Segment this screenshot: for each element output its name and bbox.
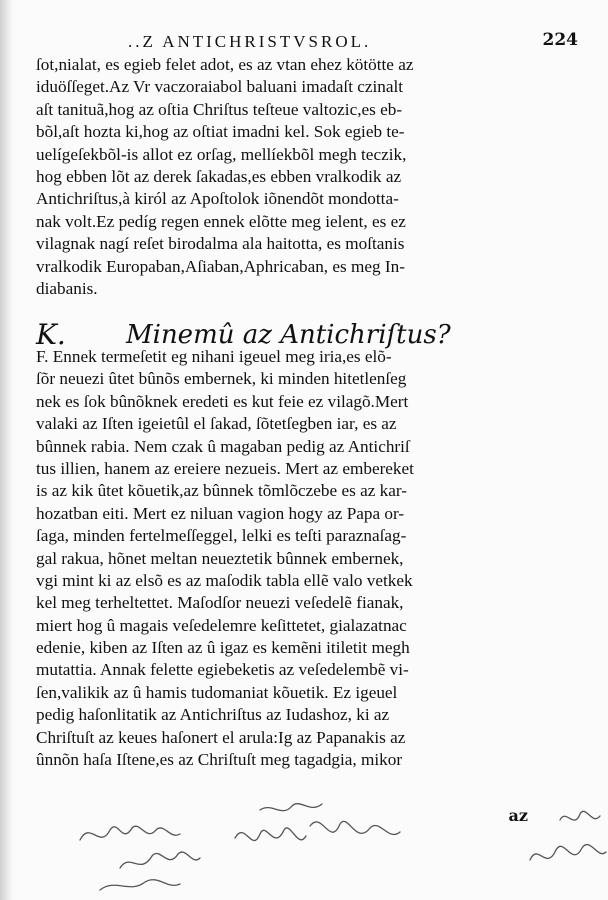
heading-title: Minemû az Antichriſtus? bbox=[126, 320, 451, 350]
text-line: edenie, kiben az Iſten az û igaz es kemẽni itiletit megh bbox=[36, 638, 410, 658]
text-line: nak volt.Ez pedíg regen ennek elõtte meg ielent, es ez bbox=[36, 211, 406, 231]
text-line: ſen,valikik az û hamis tudomaniat kõuetik. Ez igeuel bbox=[36, 682, 398, 702]
text-line: valaki az Iſten igeietûl el ſakad, ſõtetſegben iar, es az bbox=[36, 414, 397, 434]
text-line: ſot,nialat, es egieb felet adot, es az vtan ehez kötötte az bbox=[36, 55, 414, 74]
text-line: hog ebben lõt az derek ſakadas,es ebben vralkodik az bbox=[36, 166, 402, 186]
text-line: hozatban eiti. Mert ez niluan vagion hogy az Papa or- bbox=[36, 503, 405, 523]
text-line: vgi mint ki az elsõ es az maſodik tabla ellẽ valo vetkek bbox=[36, 570, 413, 590]
text-line: miert hog û magais veſedelemre keſittetet, gialazatnac bbox=[36, 615, 407, 635]
paragraph-1 bbox=[36, 54, 536, 300]
text-line: diabanis. bbox=[36, 278, 98, 298]
text-line: Chriſtuſt az keues haſonert el arula:Ig az Papanakis az bbox=[36, 727, 406, 747]
page-number: 224 bbox=[542, 30, 578, 50]
handwritten-signatures bbox=[60, 790, 608, 900]
running-head: ..Z ANTICHRISTVSROL. bbox=[128, 32, 372, 51]
text-line: bõl,aſt hozta ki,hog az oſtiat imadni kel. Sok egieb te- bbox=[36, 122, 405, 142]
page-header bbox=[120, 30, 578, 54]
pencil-scribbles-icon bbox=[60, 790, 608, 900]
text-line: aſt tanituã,hog az oſtia Chriſtus teſteue valtozic,es eb- bbox=[36, 99, 403, 119]
text-line: nek es ſok bûnõknek eredeti es kut feie ez vilagõ.Mert bbox=[36, 391, 409, 411]
text-line: tus illien, hanem az ereiere nezueis. Mert az embereket bbox=[36, 458, 414, 478]
text-line: uelígeſekbõl-is allot ez orſag, mellíekbõl megh teczik, bbox=[36, 144, 407, 164]
text-line: is az kik ûtet kõuetik,az bûnnek tõmlõczebe es az kar- bbox=[36, 481, 407, 501]
text-line: vralkodik Europaban,Aſiaban,Aphricaban, es meg In- bbox=[36, 256, 405, 276]
catchword: az bbox=[508, 806, 528, 825]
text-line: ſõr neuezi ûtet bûnõs embernek, ki minden hitetlenſeg bbox=[36, 369, 407, 389]
text-line: ûnnõn haſa Iſtene,es az Chriſtuſt meg tagadgia, mikor bbox=[36, 750, 403, 770]
text-line: ſaga, minden fertelmeſſeggel, lelki es teſti paraznaſag- bbox=[36, 526, 407, 546]
text-line: kel meg terheltettet. Maſodſor neuezi veſedelẽ fianak, bbox=[36, 593, 404, 613]
text-line: gal rakua, hõnet meltan neueztetik bûnnek embernek, bbox=[36, 548, 404, 568]
page-gutter-shadow bbox=[0, 0, 14, 900]
text-line: vilagnak nagí reſet birodalma ala haitotta, es moſtanis bbox=[36, 234, 405, 254]
text-line: F. Ennek termeſetit eg nihani igeuel meg iria,es elõ- bbox=[36, 347, 392, 366]
text-line: pedig haſonlitatik az Antichriſtus az Iudashoz, ki az bbox=[36, 705, 390, 725]
heading-question-marker: K. bbox=[36, 318, 66, 351]
text-line: bûnnek rabia. Nem czak û magaban pedig az Antichriſ bbox=[36, 436, 410, 456]
paragraph-2 bbox=[36, 346, 536, 771]
text-line: Antichriſtus,à kiról az Apoſtolok iõnendõt mondotta- bbox=[36, 189, 399, 209]
text-line: iduöſſeget.Az Vr vaczoraiabol baluani imadaſt czinalt bbox=[36, 77, 404, 97]
text-line: mutattia. Annak felette egiebeketis az veſedelembẽ vi- bbox=[36, 660, 409, 680]
